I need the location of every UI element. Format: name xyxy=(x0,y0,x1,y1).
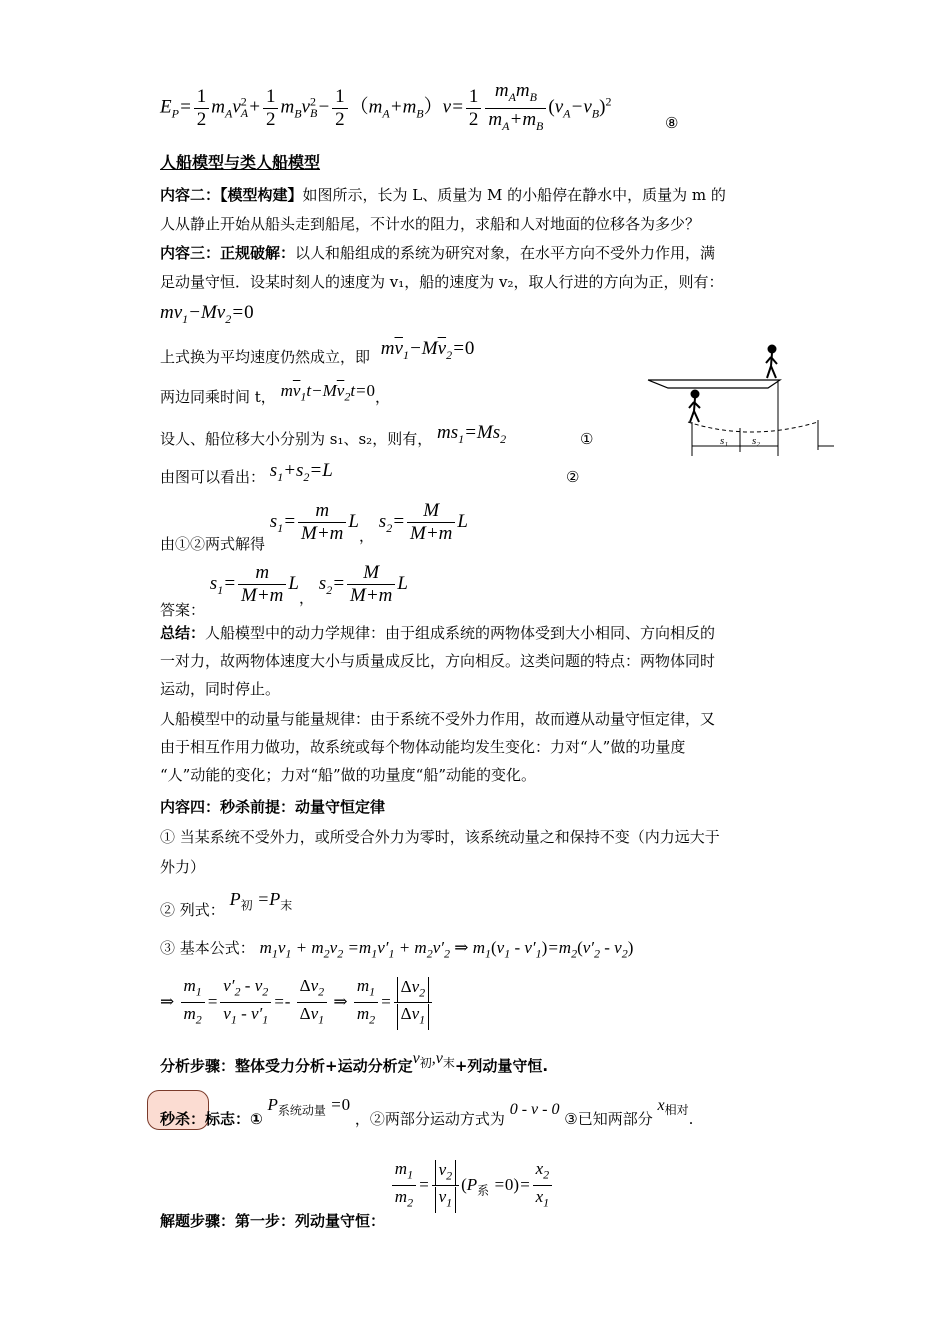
content4-item2: ② 列式： $P_初 =P_末$ xyxy=(160,889,293,919)
kill-mid: ，②两部分运动方式为 xyxy=(354,1110,505,1128)
content3-label: 内容三：正规破解： xyxy=(160,244,296,262)
analysis-line: 分析步骤：整体受力分析+运动分析定$v_初,v_末+$列动量守恒. xyxy=(160,1050,549,1075)
time-text: 两边同乘时间 t， xyxy=(160,388,276,406)
content2-text1: 如图所示，长为 L、质量为 M 的小船停在静水中，质量为 m 的 xyxy=(302,186,726,204)
v-final-sub: 末 xyxy=(442,1056,455,1071)
avg-velocity-line: 上式换为平均速度仍然成立，即 $m\overline{v}_1-M\overline{v}_2=0$ xyxy=(160,338,475,366)
content3-line2: 足动量守恒．设某时刻人的速度为 v₁，船的速度为 v₂，取人行进的方向为正，则有： xyxy=(160,273,724,291)
person-on-ground xyxy=(689,391,700,423)
solve-comma: ， xyxy=(358,526,374,545)
analysis-text-b: +列动量守恒. xyxy=(454,1057,549,1075)
seen-text: 由图可以看出： xyxy=(160,468,266,486)
circle-1: ① xyxy=(580,430,594,448)
summary-label: 总结： xyxy=(160,624,206,642)
disp-text: 设人、船位移大小分别为 s₁、s₂，则有， xyxy=(160,430,433,448)
solve-p-sub: 系 xyxy=(477,1183,490,1198)
boat-top xyxy=(648,380,780,388)
content2-label: 内容二：【模型构建】 xyxy=(160,186,303,204)
person-on-boat xyxy=(766,346,777,379)
solution-line: 由①②两式解得 $s_1=$ $\frac{m}{M+m}$ L， $s_2=$ $\frac{M}{M+m}$ L xyxy=(160,500,468,553)
answer-text: 答案： xyxy=(160,600,206,619)
content2-line1 xyxy=(160,184,726,206)
boat-person-figure xyxy=(640,342,840,462)
boat-bottom xyxy=(688,422,818,432)
content4-item1b: 外力） xyxy=(160,858,206,876)
kill-label: 秒杀： xyxy=(160,1110,206,1128)
kill-x-sub: 相对 xyxy=(664,1103,689,1118)
content4-item3: ③ 基本公式： $m_1v_1 + m_2v_2 =m_1v'_1 + m_2v'_2$ ⇒ $m_1(v_1 - v'_1)=m_2(v'_2 - v_2)$ xyxy=(160,938,634,961)
label-s1: s₁ xyxy=(720,435,729,447)
content3-text1: 以人和船组成的系统为研究对象，在水平方向不受外力作用，满 xyxy=(295,244,716,262)
dimension-lines xyxy=(692,382,834,456)
summary-line5: 由于相互作用力做功，故系统或每个物体动能均发生变化：力对“人”做的功量度 xyxy=(160,738,686,756)
geometry-line: 由图可以看出： $s_1+s_2=L$ xyxy=(160,460,333,486)
summary-line1 xyxy=(160,622,715,644)
solve-steps-line: 解题步骤：第一步：列动量守恒： $\frac{m_1}{m_2}$ = $\frac{v_2}{v_1}$ $(P_系 =0)=$ $\frac{x_2}{x_1}$ xyxy=(160,1158,554,1214)
kill-period: . xyxy=(688,1110,694,1128)
answer-comma: ， xyxy=(298,588,314,607)
answer-line: 答案： $s_1=$ $\frac{m}{M+m}$ L， $s_2=$ $\frac{M}{M+m}$ L xyxy=(160,562,408,619)
item2-text: ② 列式： xyxy=(160,901,225,919)
v-init-sub: 初 xyxy=(419,1056,432,1071)
solve-steps-text: 解题步骤：第一步：列动量守恒： xyxy=(160,1211,386,1230)
kill-motion: 0 - v - 0 xyxy=(509,1101,560,1118)
kill-sign: 标志：① xyxy=(205,1110,263,1128)
content3-line1 xyxy=(160,242,715,264)
kill-line: 秒杀：标志：① $P_{系统动量} =0$ ，②两部分运动方式为 0 - v - 0 ③已知两部分 $x_{相对}$. xyxy=(160,1095,694,1128)
content4-item1a: ① 当某系统不受外力，或所受合外力为零时，该系统动量之和保持不变（内力远大于 xyxy=(160,828,720,846)
ratio-formula: ⇒ $\frac{m_1}{m_2}$ = $\frac{v'_2 - v_2}{v_1 - v'_1}$ =- $\frac{\Delta v_2}{\Delta v_1}$ ⇒ $\frac{m_1}{m_2}$ = $\frac{\Delta v_2}{\Delta v_1}$ xyxy=(160,975,434,1031)
avg-text: 上式换为平均速度仍然成立，即 xyxy=(160,348,371,366)
energy-formula: $E_P=$ $\frac{1}{2}$ $m_Av^2_A+$ $\frac{1}{2}$ $m_Bv^2_B-$ $\frac{1}{2}$ $(m_A+m_B)v=$ $\frac{1}{2}$ $\frac{m_Am_B}{m_A+m_B}$ $(v_A-v_B)^2$ xyxy=(160,80,612,133)
circle-2: ② xyxy=(566,468,580,486)
solve-text: 由①②两式解得 xyxy=(160,534,266,553)
kill-p-sub: 系统动量 xyxy=(277,1103,326,1118)
summary-line2: 一对力，故两物体速度大小与质量成反比，方向相反。这类问题的特点：两物体同时 xyxy=(160,652,716,670)
summary-line6: “人”动能的变化；力对“船”做的功量度“船”动能的变化。 xyxy=(160,766,537,784)
displacement-line: 设人、船位移大小分别为 s₁、s₂，则有， $ms_1=Ms_2$ xyxy=(160,422,507,448)
analysis-text-a: 分析步骤：整体受力分析+运动分析定 xyxy=(160,1057,413,1075)
kill-end: ③已知两部分 xyxy=(564,1110,653,1128)
multiply-time-line: 两边同乘时间 t， $m\overline{v}_1t-M\overline{v}_2t=0$， xyxy=(160,381,391,406)
summary-line4: 人船模型中的动量与能量规律：由于系统不受外力作用，故而遵从动量守恒定律，又 xyxy=(160,710,716,728)
summary-line3: 运动，同时停止。 xyxy=(160,680,281,698)
circle-8: ⑧ xyxy=(665,114,679,132)
item3-text: ③ 基本公式： xyxy=(160,939,255,957)
content2-line2: 人从静止开始从船头走到船尾，不计水的阻力，求船和人对地面的位移各为多少？ xyxy=(160,215,701,233)
summary-text1: 人船模型中的动力学规律：由于组成系统的两物体受到大小相同、方向相反的 xyxy=(205,624,716,642)
content4-label: 内容四：秒杀前提：动量守恒定律 xyxy=(160,798,386,816)
label-s2: s₂ xyxy=(752,435,761,447)
momentum-eq: $mv_1-Mv_2=0$ xyxy=(160,302,254,326)
section-heading: 人船模型与类人船模型 xyxy=(160,153,321,172)
